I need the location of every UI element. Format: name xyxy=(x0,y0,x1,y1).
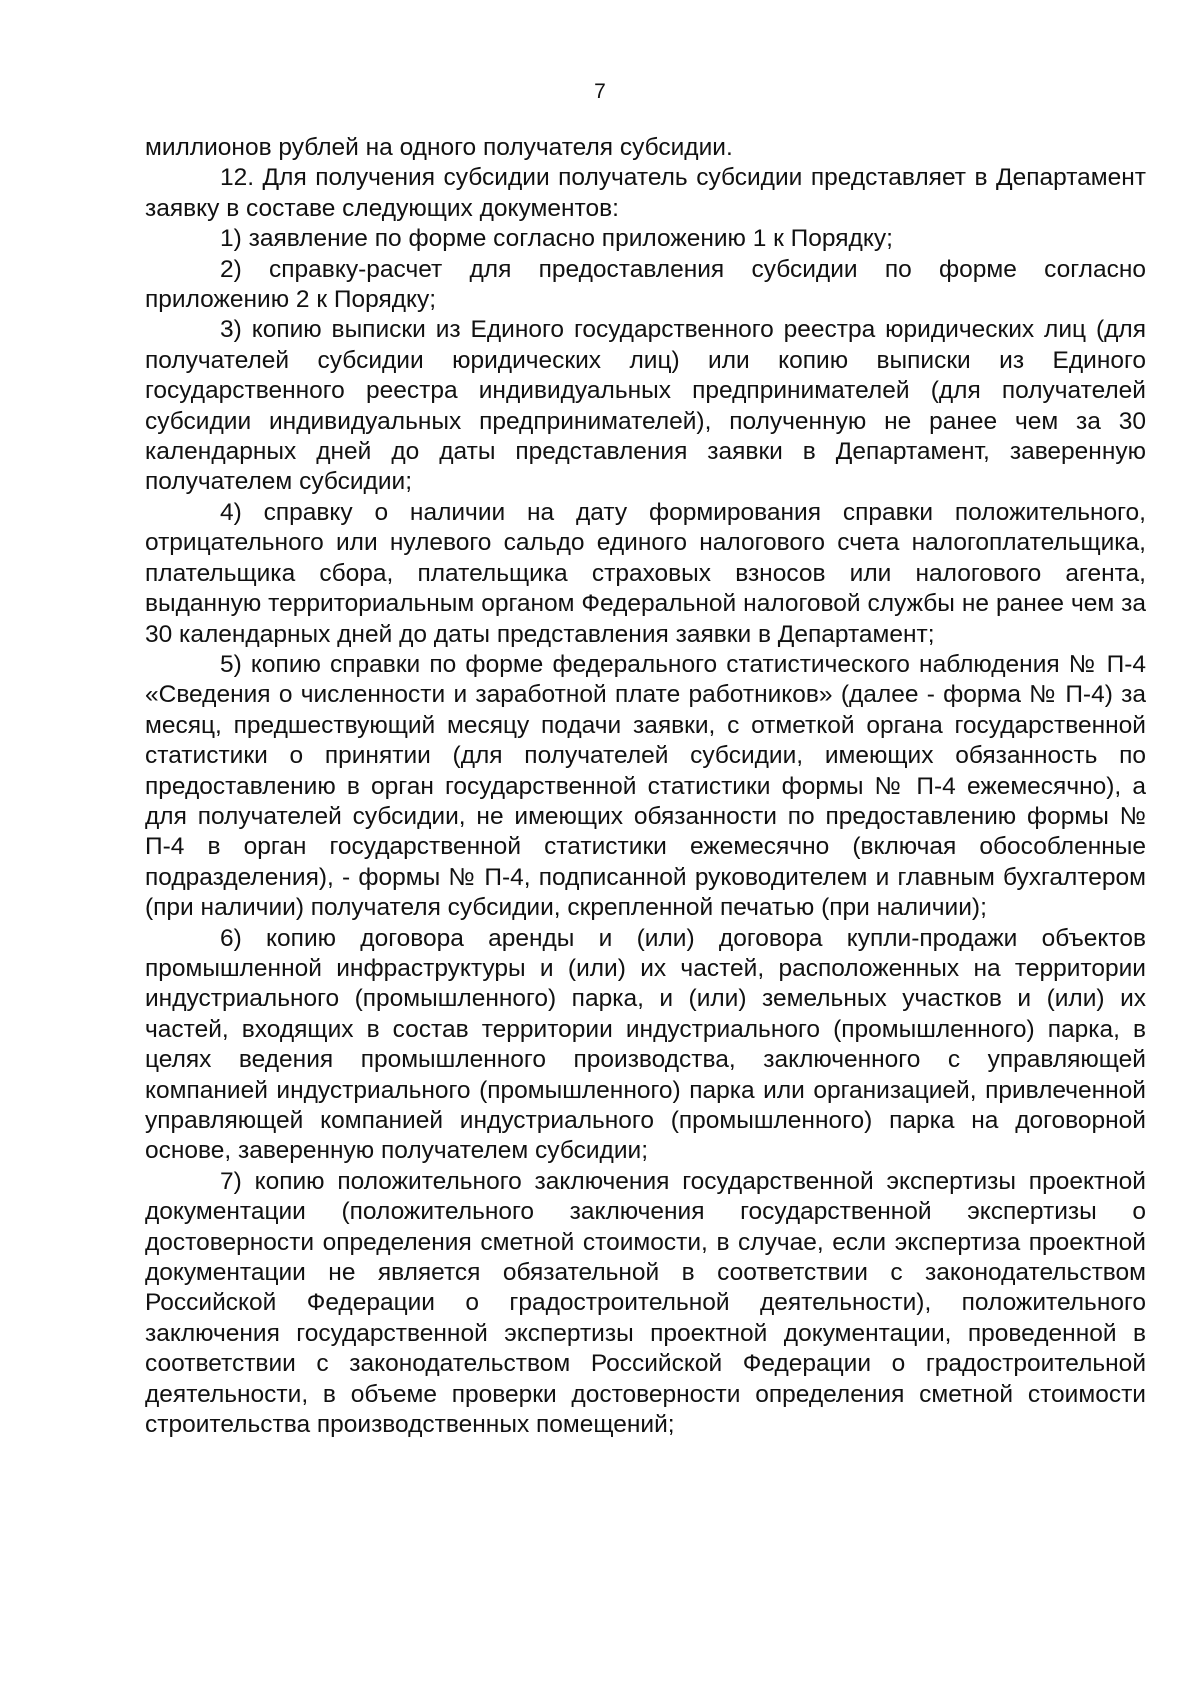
paragraph-clause-12: 12. Для получения субсидии получатель субсидии представляет в Департамент заявку в составе следующих документов: xyxy=(145,164,1146,222)
page-number: 7 xyxy=(594,80,606,103)
paragraph-continuation: миллионов рублей на одного получателя субсидии. xyxy=(145,134,733,161)
document-body xyxy=(145,133,1146,1440)
list-item-1: 1) заявление по форме согласно приложению 1 к Порядку; xyxy=(220,225,893,253)
list-item-7: 7) копию положительного заключения государственной экспертизы проектной документации (положительного заключения государственной экспертизы о достоверности определения сметной стоимости, в случае, если экспертиза проектной документации не является обязательной в соответствии с законодательством Российской Федерации о градостроительной деятельности), положительного заключения государственной экспертизы проектной документации, проведенной в соответствии с законодательством Российской Федерации о градостроительной деятельности, в объеме проверки достоверности определения сметной стоимости строительства производственных помещений; xyxy=(145,1167,1146,1439)
list-item-6: 6) копию договора аренды и (или) договора купли-продажи объектов промышленной инфраструктуры и (или) их частей, расположенных на территории индустриального (промышленного) парка, и (или) земельных участков и (или) их частей, входящих в состав территории индустриального (промышленного) парка, в целях ведения промышленного производства, заключенного с управляющей компанией индустриального (промышленного) парка или организацией, привлеченной управляющей компанией индустриального (промышленного) парка на договорной основе, заверенную получателем субсидии; xyxy=(145,924,1146,1165)
list-item-4: 4) справку о наличии на дату формирования справки положительного, отрицательного или нулевого сальдо единого налогового счета налогоплательщика, плательщика сбора, плательщика страховых взносов или налогового агента, выданную территориальным органом Федеральной налоговой службы не ранее чем за 30 календарных дней до даты представления заявки в Департамент; xyxy=(145,498,1146,648)
list-item-2: 2) справку-расчет для предоставления субсидии по форме согласно приложению 2 к Порядку; xyxy=(145,255,1146,314)
list-item-3: 3) копию выписки из Единого государственного реестра юридических лиц (для получателей субсидии юридических лиц) или копию выписки из Единого государственного реестра индивидуальных предпринимателей (для получателей субсидии индивидуальных предпринимателей), полученную не ранее чем за 30 календарных дней до даты представления заявки в Департамент, заверенную получателем субсидии; xyxy=(145,316,1146,496)
list-item-5: 5) копию справки по форме федерального статистического наблюдения № П-4 «Сведения о численности и заработной плате работников» (далее - форма № П-4) за месяц, предшествующий месяцу подачи заявки, с отметкой органа государственной статистики о принятии (для получателей субсидии, имеющих обязанность по предоставлению в орган государственной статистики формы № П-4 ежемесячно), а для получателей субсидии, не имеющих обязанности по предоставлению формы № П-4 в орган государственной статистики ежемесячно (включая обособленные подразделения), - формы № П-4, подписанной руководителем и главным бухгалтером (при наличии) получателя субсидии, скрепленной печатью (при наличии); xyxy=(145,650,1146,922)
